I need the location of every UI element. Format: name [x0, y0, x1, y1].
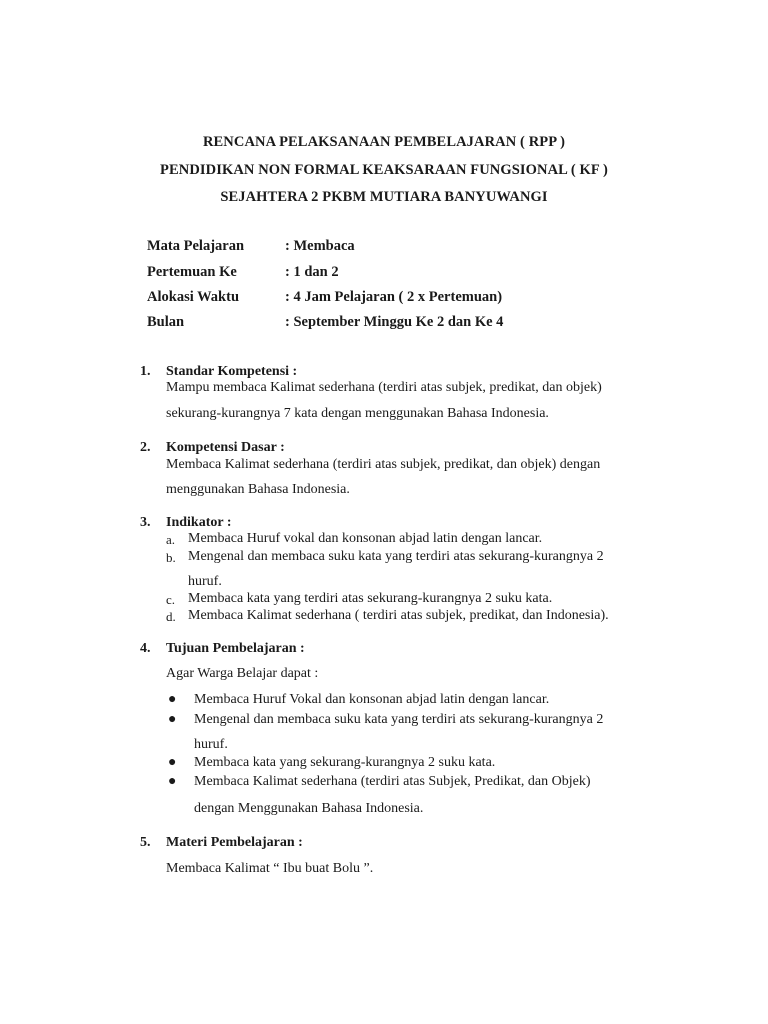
section-number: 3. [140, 515, 151, 530]
doc-title-line-2: PENDIDIKAN NON FORMAL KEAKSARAAN FUNGSIONAL ( KF ) [160, 162, 608, 178]
section-heading: Tujuan Pembelajaran : [166, 641, 305, 656]
doc-title-line-1: RENCANA PELAKSANAAN PEMBELAJARAN ( RPP ) [202, 134, 566, 150]
section-text: sekurang-kurangnya 7 kata dengan menggunakan Bahasa Indonesia. [166, 406, 549, 421]
section-text: Membaca Kalimat “ Ibu buat Bolu ”. [166, 861, 374, 876]
section-heading: Indikator : [166, 515, 232, 530]
list-item: Membaca kata yang terdiri atas sekurang-kurangnya 2 suku kata. [188, 591, 553, 606]
meta-value: : 1 dan 2 [285, 264, 339, 280]
section-number: 2. [140, 440, 151, 455]
bullet-item: Mengenal dan membaca suku kata yang terdiri ats sekurang-kurangnya 2 [194, 712, 604, 727]
section-intro: Agar Warga Belajar dapat : [166, 666, 319, 681]
bullet-icon: ● [168, 712, 177, 727]
bullet-item-continuation: dengan Menggunakan Bahasa Indonesia. [194, 801, 424, 816]
list-item: Membaca Huruf vokal dan konsonan abjad latin dengan lancar. [188, 531, 543, 546]
meta-key: Alokasi Waktu [147, 289, 240, 305]
section-number: 1. [140, 364, 151, 379]
meta-key: Pertemuan Ke [147, 264, 237, 280]
bullet-item: Membaca Huruf Vokal dan konsonan abjad latin dengan lancar. [194, 692, 550, 707]
meta-key: Mata Pelajaran [147, 238, 245, 254]
section-number: 5. [140, 835, 151, 850]
meta-value: : 4 Jam Pelajaran ( 2 x Pertemuan) [285, 289, 503, 305]
list-item-continuation: huruf. [188, 574, 222, 589]
bullet-icon: ● [168, 774, 177, 789]
section-text: menggunakan Bahasa Indonesia. [166, 482, 350, 497]
list-item-label: c. [166, 592, 176, 607]
section-number: 4. [140, 641, 151, 656]
bullet-item: Membaca Kalimat sederhana (terdiri atas Subjek, Predikat, dan Objek) [194, 774, 591, 789]
section-heading: Kompetensi Dasar : [166, 440, 285, 455]
bullet-item: Membaca kata yang sekurang-kurangnya 2 suku kata. [194, 755, 496, 770]
list-item-label: d. [166, 609, 176, 624]
section-heading: Standar Kompetensi : [166, 364, 298, 379]
bullet-item-continuation: huruf. [194, 737, 228, 752]
meta-value: : September Minggu Ke 2 dan Ke 4 [285, 314, 504, 330]
section-text: Mampu membaca Kalimat sederhana (terdiri atas subjek, predikat, dan objek) [166, 380, 602, 395]
bullet-icon: ● [168, 692, 177, 707]
list-item: Mengenal dan membaca suku kata yang terdiri atas sekurang-kurangnya 2 [188, 549, 604, 564]
section-heading: Materi Pembelajaran : [166, 835, 303, 850]
list-item: Membaca Kalimat sederhana ( terdiri atas subjek, predikat, dan Indonesia). [188, 608, 609, 623]
bullet-icon: ● [168, 755, 177, 770]
meta-value: : Membaca [285, 238, 355, 254]
meta-key: Bulan [147, 314, 185, 330]
list-item-label: b. [166, 550, 176, 565]
section-text: Membaca Kalimat sederhana (terdiri atas subjek, predikat, dan objek) dengan [166, 457, 601, 472]
list-item-label: a. [166, 532, 176, 547]
doc-title-line-3: SEJAHTERA 2 PKBM MUTIARA BANYUWANGI [220, 189, 548, 205]
